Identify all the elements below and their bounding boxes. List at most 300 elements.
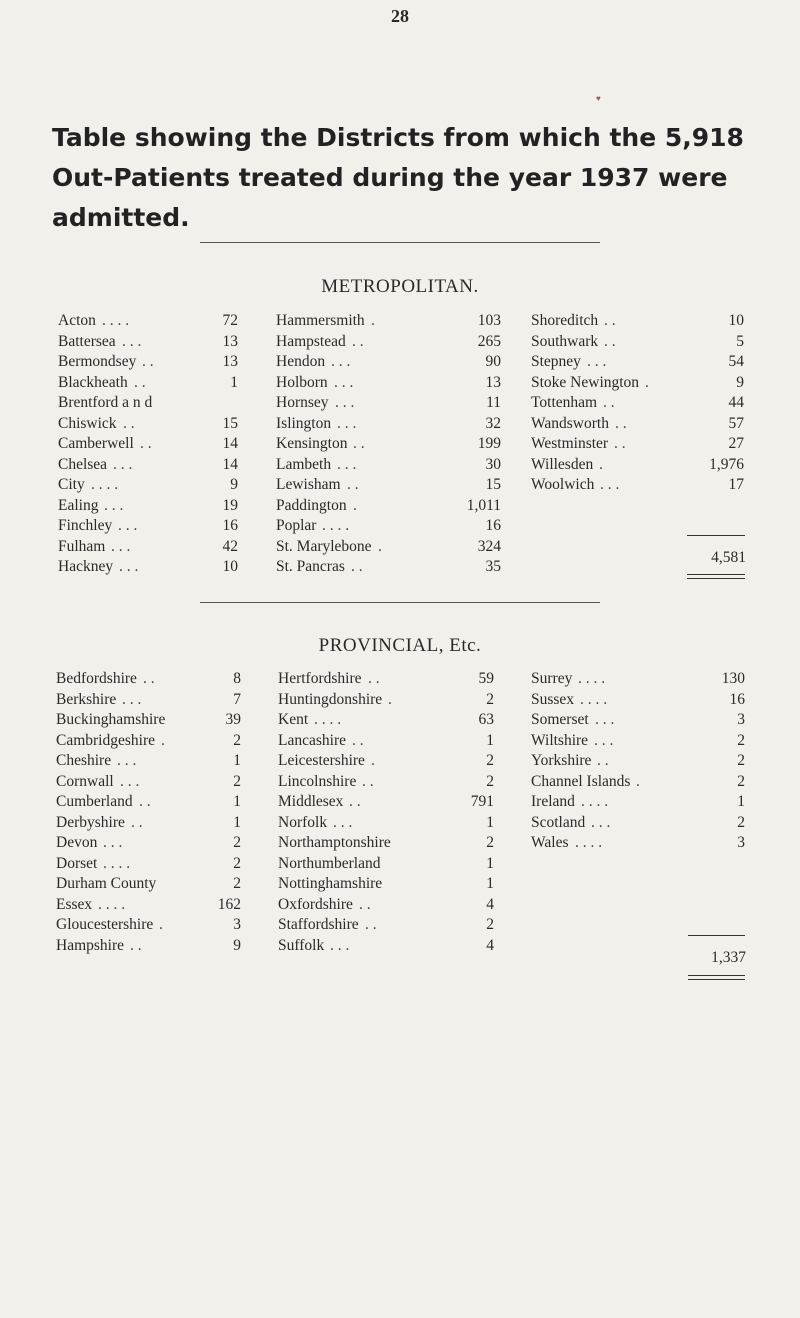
district-count: 54 <box>728 353 744 370</box>
district-row <box>58 516 238 537</box>
district-name: Northumberland <box>278 854 381 872</box>
district-name: Staffordshire <box>278 916 359 933</box>
district-name: Derbyshire <box>56 813 125 831</box>
leader-dots: . . <box>604 312 616 329</box>
district-row <box>276 455 501 476</box>
district-name: Battersea <box>58 332 116 350</box>
district-row <box>56 936 241 957</box>
district-count: 15 <box>222 414 238 432</box>
district-row <box>56 792 241 813</box>
district-row <box>276 393 501 414</box>
metropolitan-total-rule <box>687 535 745 536</box>
district-row <box>531 710 745 731</box>
leader-dots: . . . <box>103 834 123 851</box>
district-name: Cornwall <box>56 772 114 790</box>
district-count: 2 <box>486 752 494 769</box>
district-count: 57 <box>728 414 744 432</box>
district-count: 2 <box>737 731 745 749</box>
leader-dots: . . . <box>122 332 142 350</box>
district-count: 42 <box>222 537 238 555</box>
district-count: 15 <box>485 476 501 493</box>
leader-dots: . . <box>353 435 365 452</box>
district-count: 1 <box>486 813 494 831</box>
district-row <box>58 311 238 332</box>
leader-dots: . . <box>365 916 377 933</box>
district-count: 130 <box>721 670 745 687</box>
district-count: 13 <box>222 332 238 350</box>
district-name: Leicestershire <box>278 752 365 769</box>
district-name: Essex <box>56 895 93 913</box>
district-name: City <box>58 476 85 493</box>
metropolitan-column-3 <box>531 311 744 496</box>
leader-dots: . . . . <box>581 793 609 810</box>
district-count: 5 <box>736 332 744 350</box>
leader-dots: . . <box>597 752 609 769</box>
district-name: Cumberland <box>56 793 133 810</box>
district-name: Cheshire <box>56 752 112 769</box>
district-name: Suffolk <box>278 936 325 954</box>
district-count: 90 <box>485 353 501 370</box>
district-row <box>531 332 744 353</box>
district-name: Chiswick <box>58 414 117 432</box>
district-row <box>56 710 241 731</box>
leader-dots: . . <box>349 793 361 810</box>
district-row <box>531 373 744 394</box>
leader-dots: . . . <box>600 476 620 493</box>
district-name: Lancashire <box>278 731 346 749</box>
district-name: Hammersmith <box>276 312 365 329</box>
leader-dots: . . <box>362 772 374 790</box>
district-row <box>56 731 241 752</box>
district-name: Sussex <box>531 690 575 708</box>
district-row <box>531 813 745 834</box>
district-row <box>58 455 238 476</box>
district-name: Tottenham <box>531 394 598 411</box>
district-row <box>531 475 744 496</box>
district-row <box>56 854 241 875</box>
district-name: Surrey <box>531 670 573 687</box>
district-count: 14 <box>222 455 238 473</box>
district-name: Middlesex <box>278 793 344 810</box>
district-count: 3 <box>233 916 241 933</box>
provincial-total-rule <box>688 935 745 936</box>
district-name: Hertfordshire <box>278 670 362 687</box>
district-row <box>531 792 745 813</box>
district-name: Blackheath <box>58 373 128 391</box>
district-name: Somerset <box>531 711 589 728</box>
leader-dots: . . . <box>334 373 354 391</box>
district-row <box>531 455 744 476</box>
leader-dots: . . . <box>104 496 124 514</box>
district-name: Gloucestershire <box>56 916 154 933</box>
district-row <box>276 516 501 537</box>
metropolitan-column-2 <box>276 311 501 578</box>
district-count: 17 <box>728 476 744 493</box>
district-row <box>278 690 494 711</box>
district-name: Bedfordshire <box>56 670 137 687</box>
district-name: Hampshire <box>56 936 125 954</box>
district-row <box>531 352 744 373</box>
district-count: 3 <box>737 834 745 851</box>
district-count: 4 <box>486 895 494 913</box>
district-count: 265 <box>477 332 501 350</box>
district-name: Ealing <box>58 496 99 514</box>
leader-dots: . . . <box>337 414 357 432</box>
district-row <box>531 414 744 435</box>
district-name: Westminster <box>531 435 609 452</box>
district-name: Lincolnshire <box>278 772 357 790</box>
district-row <box>278 772 494 793</box>
district-row <box>278 833 494 854</box>
leader-dots: . <box>599 455 603 473</box>
district-row <box>278 710 494 731</box>
district-row <box>531 731 745 752</box>
leader-dots: . . . . <box>314 711 342 728</box>
district-count: 2 <box>737 813 745 831</box>
district-count: 16 <box>485 517 501 534</box>
leader-dots: . . <box>347 476 359 493</box>
district-row <box>531 751 745 772</box>
district-row <box>56 874 241 895</box>
district-count: 10 <box>222 558 238 575</box>
district-row <box>531 669 745 690</box>
district-row <box>278 936 494 957</box>
district-name: Wandsworth <box>531 414 609 432</box>
leader-dots: . . . <box>337 455 357 473</box>
district-name: Channel Islands <box>531 772 631 790</box>
district-count: 59 <box>478 670 494 687</box>
district-count: 39 <box>225 711 241 728</box>
district-count: 1 <box>486 731 494 749</box>
district-count: 32 <box>485 414 501 432</box>
district-name: Bermondsey <box>58 353 137 370</box>
district-row <box>278 874 494 895</box>
district-name: Buckinghamshire <box>56 711 166 728</box>
district-name: Camberwell <box>58 435 134 452</box>
district-name: St. Pancras <box>276 558 345 575</box>
district-name: Kent <box>278 711 309 728</box>
district-name: Woolwich <box>531 476 595 493</box>
district-name: Nottinghamshire <box>278 875 383 892</box>
leader-dots: . . . <box>587 353 607 370</box>
leader-dots: . . . <box>330 936 350 954</box>
district-name: St. Marylebone <box>276 537 372 555</box>
leader-dots: . . . <box>594 731 614 749</box>
district-name: Cambridgeshire <box>56 731 156 749</box>
district-count: 2 <box>233 875 241 892</box>
leader-dots: . . . . <box>575 834 603 851</box>
district-row <box>58 557 238 578</box>
leader-dots: . <box>378 537 382 555</box>
district-count: 4 <box>486 936 494 954</box>
provincial-total: 1,337 <box>711 949 746 966</box>
district-row <box>58 332 238 353</box>
district-count: 9 <box>736 373 744 391</box>
leader-dots: . . . <box>331 353 351 370</box>
district-name: Norfolk <box>278 813 328 831</box>
district-name: Acton <box>58 312 96 329</box>
district-count: 1 <box>233 752 241 769</box>
district-count: 14 <box>222 435 238 452</box>
district-row <box>531 311 744 332</box>
district-row <box>58 414 238 435</box>
district-count: 35 <box>485 558 501 575</box>
district-count: 10 <box>728 312 744 329</box>
leader-dots: . . . <box>122 690 142 708</box>
district-row <box>58 393 238 414</box>
district-name: Shoreditch <box>531 312 599 329</box>
district-row <box>276 414 501 435</box>
district-row <box>278 669 494 690</box>
leader-dots: . . . . <box>578 670 606 687</box>
district-row <box>278 751 494 772</box>
leader-dots: . . . <box>119 558 139 575</box>
district-row <box>58 537 238 558</box>
district-name: Lambeth <box>276 455 332 473</box>
leader-dots: . . . <box>120 772 140 790</box>
leader-dots: . . . . <box>98 895 126 913</box>
district-name: Finchley <box>58 517 113 534</box>
district-row <box>56 690 241 711</box>
leader-dots: . <box>636 772 640 790</box>
district-name: Hampstead <box>276 332 346 350</box>
leader-dots: . . . <box>333 813 353 831</box>
district-count: 16 <box>729 690 745 708</box>
district-row <box>58 352 238 373</box>
district-count: 8 <box>233 670 241 687</box>
district-row <box>276 311 501 332</box>
leader-dots: . . <box>143 670 155 687</box>
leader-dots: . . <box>142 353 154 370</box>
district-name: Lewisham <box>276 476 341 493</box>
leader-dots: . <box>161 731 165 749</box>
district-name: Stoke Newington <box>531 373 640 391</box>
district-count: 2 <box>233 834 241 851</box>
leader-dots: . . . <box>111 537 131 555</box>
district-row <box>531 393 744 414</box>
leader-dots: . . <box>140 435 152 452</box>
leader-dots: . . <box>134 373 146 391</box>
district-name: Hornsey <box>276 394 329 411</box>
provincial-column-2 <box>278 669 494 956</box>
district-count: 7 <box>233 690 241 708</box>
district-row <box>278 895 494 916</box>
district-name: Brentford a n d <box>58 394 153 411</box>
district-name: Southwark <box>531 332 599 350</box>
leader-dots: . . . <box>595 711 615 728</box>
district-count: 1 <box>233 813 241 831</box>
leader-dots: . . . <box>118 517 138 534</box>
leader-dots: . <box>371 752 375 769</box>
leader-dots: . . . <box>591 813 611 831</box>
leader-dots: . . <box>352 332 364 350</box>
district-count: 30 <box>485 455 501 473</box>
district-name: Devon <box>56 834 98 851</box>
leader-dots: . . <box>615 414 627 432</box>
leader-dots: . . <box>368 670 380 687</box>
district-name: Islington <box>276 414 332 432</box>
leader-dots: . . . <box>113 455 133 473</box>
district-count: 44 <box>728 394 744 411</box>
district-name: Poplar <box>276 517 317 534</box>
district-name: Scotland <box>531 813 586 831</box>
provincial-total-double-rule <box>688 975 745 980</box>
district-count: 2 <box>737 752 745 769</box>
district-name: Hendon <box>276 353 326 370</box>
district-count: 324 <box>477 537 501 555</box>
district-count: 2 <box>233 731 241 749</box>
district-row <box>278 854 494 875</box>
district-name: Northamptonshire <box>278 834 391 851</box>
divider-top <box>200 242 600 243</box>
district-name: Hackney <box>58 558 114 575</box>
district-count: 791 <box>470 793 494 810</box>
divider-middle <box>200 602 600 603</box>
district-count: 3 <box>737 711 745 728</box>
district-row <box>276 496 501 517</box>
district-count: 72 <box>222 312 238 329</box>
provincial-heading: PROVINCIAL, Etc. <box>318 635 482 656</box>
leader-dots: . <box>388 690 392 708</box>
district-count: 1 <box>486 875 494 892</box>
district-count: 103 <box>477 312 501 329</box>
district-name: Holborn <box>276 373 328 391</box>
district-row <box>56 813 241 834</box>
district-row <box>531 690 745 711</box>
page-number: 28 <box>391 6 409 26</box>
district-row <box>531 833 745 854</box>
district-row <box>276 557 501 578</box>
leader-dots: . . <box>123 414 135 432</box>
district-name: Yorkshire <box>531 752 592 769</box>
district-count: 1 <box>230 373 238 391</box>
leader-dots: . . <box>130 936 142 954</box>
district-count: 1 <box>737 793 745 810</box>
district-count: 27 <box>728 435 744 452</box>
district-count: 1 <box>486 854 494 872</box>
leader-dots: . . <box>359 895 371 913</box>
district-name: Huntingdonshire <box>278 690 383 708</box>
district-row <box>278 813 494 834</box>
district-row <box>531 772 745 793</box>
district-count: 1 <box>233 793 241 810</box>
district-row <box>56 772 241 793</box>
district-name: Paddington <box>276 496 347 514</box>
district-row <box>276 352 501 373</box>
page-title: Table showing the Districts from which the 5,918 Out-Patients treated during the year 1937 were admitted. <box>52 123 744 232</box>
leader-dots: . . . . <box>91 476 119 493</box>
district-name: Wiltshire <box>531 731 589 749</box>
district-name: Kensington <box>276 435 348 452</box>
district-row <box>278 731 494 752</box>
district-row <box>58 475 238 496</box>
leader-dots: . <box>353 496 357 514</box>
district-count: 11 <box>486 394 501 411</box>
leader-dots: . . <box>352 731 364 749</box>
leader-dots: . . . <box>335 394 355 411</box>
district-count: 2 <box>486 772 494 790</box>
district-count: 1,011 <box>466 496 501 514</box>
district-row <box>56 895 241 916</box>
district-name: Dorset <box>56 854 98 872</box>
district-count: 19 <box>222 496 238 514</box>
district-count: 2 <box>486 690 494 708</box>
district-count: 2 <box>737 772 745 790</box>
leader-dots: . . . . <box>322 517 350 534</box>
district-row <box>531 434 744 455</box>
district-name: Chelsea <box>58 455 108 473</box>
district-row <box>276 475 501 496</box>
district-count: 199 <box>477 435 501 452</box>
leader-dots: . . <box>604 332 616 350</box>
metropolitan-total-double-rule <box>687 574 745 579</box>
district-row <box>276 373 501 394</box>
district-row <box>58 434 238 455</box>
district-count: 2 <box>233 854 241 872</box>
district-name: Willesden <box>531 455 594 473</box>
district-name: Berkshire <box>56 690 117 708</box>
district-count: 2 <box>486 834 494 851</box>
district-name: Ireland <box>531 793 575 810</box>
district-row <box>56 833 241 854</box>
district-name: Stepney <box>531 353 581 370</box>
leader-dots: . . . . <box>102 312 130 329</box>
leader-dots: . <box>645 373 649 391</box>
leader-dots: . <box>159 916 163 933</box>
leader-dots: . <box>371 312 375 329</box>
district-count: 16 <box>222 517 238 534</box>
leader-dots: . . <box>603 394 615 411</box>
metropolitan-heading: METROPOLITAN. <box>321 276 479 297</box>
district-name: Fulham <box>58 537 106 555</box>
district-row <box>58 373 238 394</box>
district-count: 2 <box>233 772 241 790</box>
district-count: 13 <box>222 353 238 370</box>
district-count: 63 <box>478 711 494 728</box>
district-row <box>278 915 494 936</box>
district-row <box>278 792 494 813</box>
metropolitan-total: 4,581 <box>711 549 746 566</box>
leader-dots: . . <box>131 813 143 831</box>
provincial-column-3 <box>531 669 745 854</box>
district-count: 13 <box>485 373 501 391</box>
district-count: 162 <box>217 895 241 913</box>
district-row <box>56 751 241 772</box>
district-row <box>56 915 241 936</box>
metropolitan-column-1 <box>58 311 238 578</box>
district-row <box>276 332 501 353</box>
leader-dots: . . . . <box>580 690 608 708</box>
district-row <box>276 434 501 455</box>
district-name: Wales <box>531 834 569 851</box>
district-count: 9 <box>230 476 238 493</box>
district-row <box>276 537 501 558</box>
district-count: 9 <box>233 936 241 954</box>
district-row <box>56 669 241 690</box>
leader-dots: . . <box>351 558 363 575</box>
leader-dots: . . <box>139 793 151 810</box>
district-count: 1,976 <box>709 455 744 473</box>
provincial-column-1 <box>56 669 241 956</box>
district-count: 2 <box>486 916 494 933</box>
ink-mark: ♥ <box>596 94 601 103</box>
district-name: Durham County <box>56 875 157 892</box>
district-name: Oxfordshire <box>278 895 353 913</box>
leader-dots: . . . <box>117 752 137 769</box>
leader-dots: . . <box>614 435 626 452</box>
leader-dots: . . . . <box>103 854 131 872</box>
district-row <box>58 496 238 517</box>
